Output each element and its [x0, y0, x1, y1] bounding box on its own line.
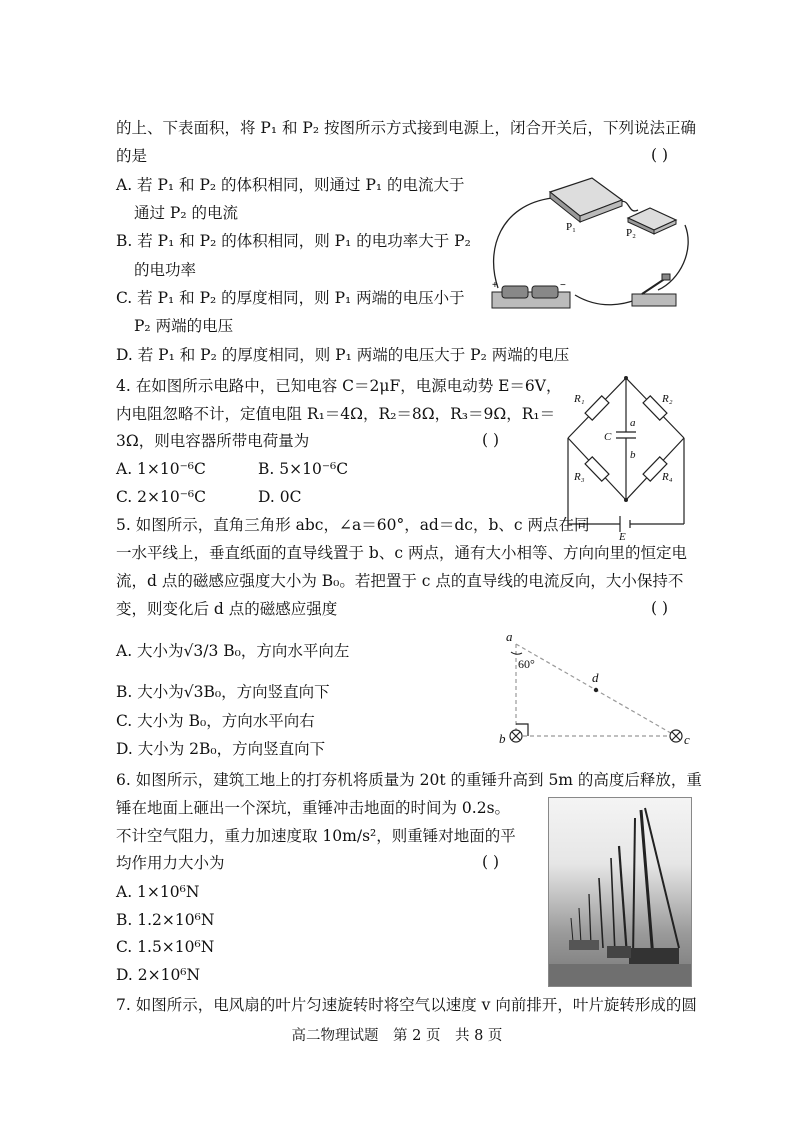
- q6-option-d: D. 2×10⁶N: [116, 966, 201, 984]
- node-a-label: a: [630, 417, 636, 429]
- q5-line-4: 变，则变化后 d 点的磁感应强度: [116, 600, 338, 618]
- vertex-b-label: b: [499, 731, 506, 746]
- q6-option-b: B. 1.2×10⁶N: [116, 911, 215, 929]
- q5-triangle-figure: [498, 628, 698, 750]
- r4-label: R₄: [662, 471, 673, 483]
- q6-option-a: A. 1×10⁶N: [116, 883, 200, 901]
- q3-option-a-2: 通过 P₂ 的电流: [134, 204, 238, 222]
- q3-option-c-2: P₂ 两端的电压: [134, 317, 234, 335]
- emf-label: E: [619, 531, 626, 540]
- q7-line-1: 7. 如图所示，电风扇的叶片匀速旋转时将空气以速度 v 向前排开，叶片旋转形成的圆: [116, 996, 697, 1014]
- vertex-a-label: a: [506, 629, 513, 644]
- q4-option-c: C. 2×10⁻⁶C: [116, 488, 206, 506]
- answer-paren: ( ): [482, 853, 500, 871]
- q4-line-3: 3Ω，则电容器所带电荷量为: [116, 432, 310, 450]
- q5-line-2: 一水平线上，垂直纸面的直导线置于 b、c 两点，通有大小相等、方向向里的恒定电: [116, 544, 687, 562]
- q3-option-a-1: A. 若 P₁ 和 P₂ 的体积相同，则通过 P₁ 的电流大于: [116, 176, 465, 194]
- q6-line-2: 锤在地面上砸出一个深坑，重锤冲击地面的时间为 0.2s。: [116, 799, 511, 817]
- q4-option-b: B. 5×10⁻⁶C: [258, 460, 349, 478]
- q3-line-2: 的是: [116, 147, 148, 165]
- q3-option-b-1: B. 若 P₁ 和 P₂ 的体积相同，则 P₁ 的电功率大于 P₂: [116, 232, 471, 250]
- svg-text:−: −: [560, 280, 566, 291]
- q6-line-4: 均作用力大小为: [116, 854, 225, 872]
- angle-label: 60°: [518, 657, 535, 671]
- point-d-label: d: [592, 670, 599, 685]
- answer-paren: ( ): [651, 146, 669, 164]
- q4-line-2: 内电阻忽略不计，定值电阻 R₁＝4Ω，R₂＝8Ω，R₃＝9Ω，R₁＝: [116, 405, 556, 423]
- q5-option-c: C. 大小为 B₀，方向水平向右: [116, 712, 315, 730]
- p1-label: P₁: [566, 221, 576, 233]
- q5-option-d: D. 大小为 2B₀，方向竖直向下: [116, 740, 326, 758]
- pile-driver-photo: [548, 797, 692, 987]
- vertex-c-label: c: [684, 732, 690, 747]
- capacitor-label: C: [604, 431, 612, 443]
- q4-option-a: A. 1×10⁻⁶C: [116, 460, 206, 478]
- q4-option-d: D. 0C: [258, 488, 302, 506]
- r1-label: R₁: [574, 393, 585, 405]
- q6-line-1: 6. 如图所示，建筑工地上的打夯机将质量为 20t 的重锤升高到 5m 的高度后释放，重: [116, 771, 702, 789]
- answer-paren: ( ): [651, 599, 669, 617]
- node-b-label: b: [630, 449, 636, 461]
- q5-option-b: B. 大小为√3B₀，方向竖直向下: [116, 683, 330, 701]
- q6-line-3: 不计空气阻力，重力加速度取 10m/s²，则重锤对地面的平: [116, 827, 516, 845]
- svg-text:+: +: [492, 280, 498, 291]
- r3-label: R₃: [574, 471, 585, 483]
- p2-label: P₂: [626, 227, 636, 239]
- q5-line-1: 5. 如图所示，直角三角形 abc，∠a＝60°，ad＝dc，b、c 两点在同: [116, 516, 590, 534]
- q4-line-1: 4. 在如图所示电路中，已知电容 C＝2μF，电源电动势 E＝6V，: [116, 377, 562, 395]
- q5-option-a: A. 大小为√3/3 B₀，方向水平向左: [116, 642, 350, 660]
- q3-circuit-figure: [480, 170, 690, 315]
- q5-line-3: 流，d 点的磁感应强度大小为 B₀。若把置于 c 点的直导线的电流反向，大小保持不: [116, 572, 684, 590]
- page-footer: 高二物理试题 第 2 页 共 8 页: [291, 1028, 503, 1044]
- q3-option-b-2: 的电功率: [134, 261, 197, 279]
- q3-option-c-1: C. 若 P₁ 和 P₂ 的厚度相同，则 P₁ 两端的电压小于: [116, 289, 465, 307]
- q3-option-d: D. 若 P₁ 和 P₂ 的厚度相同，则 P₁ 两端的电压大于 P₂ 两端的电压: [116, 346, 570, 364]
- answer-paren: ( ): [482, 431, 500, 449]
- r2-label: R₂: [662, 393, 673, 405]
- q6-option-c: C. 1.5×10⁶N: [116, 938, 215, 956]
- q3-line-1: 的上、下表面积，将 P₁ 和 P₂ 按图所示方式接到电源上，闭合开关后，下列说法正确: [116, 119, 696, 137]
